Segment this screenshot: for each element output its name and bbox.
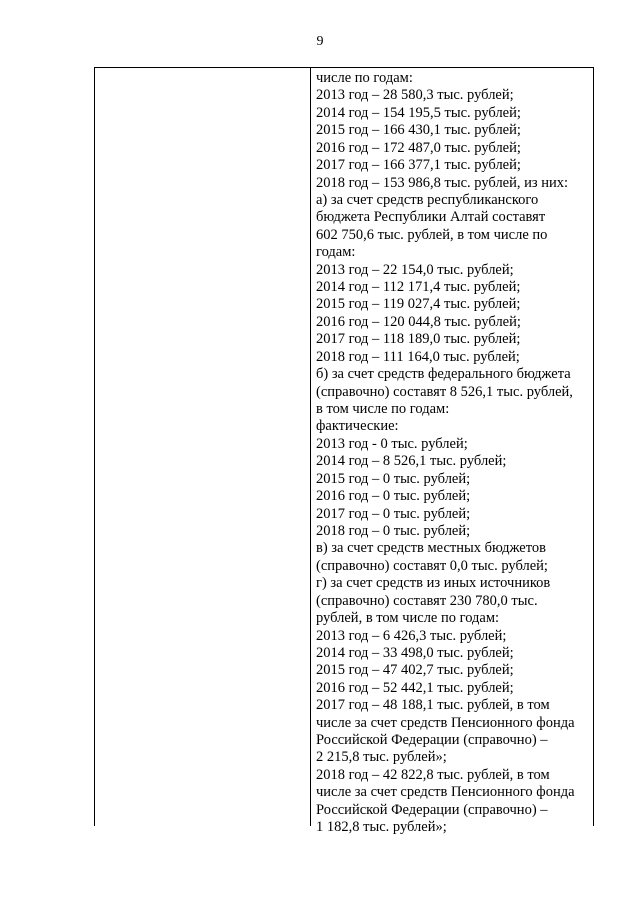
column-divider — [310, 68, 311, 826]
page-number: 9 — [316, 34, 324, 49]
text-line: 2014 год – 154 195,5 тыс. рублей; — [316, 104, 521, 121]
text-line: 2018 год – 111 164,0 тыс. рублей; — [316, 348, 520, 365]
text-line: 2016 год – 172 487,0 тыс. рублей; — [316, 139, 521, 156]
text-line: 2018 год – 153 986,8 тыс. рублей, из них: — [316, 174, 569, 191]
text-line: 2013 год – 6 426,3 тыс. рублей; — [316, 627, 507, 644]
text-line: 2016 год – 52 442,1 тыс. рублей; — [316, 679, 514, 696]
text-line: 602 750,6 тыс. рублей, в том числе по — [316, 226, 548, 243]
text-line: а) за счет средств республиканского — [316, 191, 539, 208]
text-line: 2 215,8 тыс. рублей»; — [316, 749, 447, 766]
text-line: числе за счет средств Пенсионного фонда — [316, 714, 575, 731]
text-line: 2016 год – 0 тыс. рублей; — [316, 488, 471, 505]
right-table-cell — [316, 70, 591, 837]
text-line: числе по годам: — [316, 70, 413, 86]
text-line: 2017 год – 0 тыс. рублей; — [316, 505, 471, 522]
text-line: б) за счет средств федерального бюджета — [316, 366, 571, 383]
text-line: Российской Федерации (справочно) – — [316, 801, 548, 818]
text-line: в том числе по годам: — [316, 401, 450, 418]
text-line: в) за счет средств местных бюджетов — [316, 540, 546, 557]
text-line: 2018 год – 0 тыс. рублей; — [316, 522, 471, 539]
text-line: г) за счет средств из иных источников — [316, 575, 551, 592]
text-line: 2015 год – 47 402,7 тыс. рублей; — [316, 662, 514, 679]
text-line: 2013 год – 28 580,3 тыс. рублей; — [316, 87, 514, 104]
text-line: 2018 год – 42 822,8 тыс. рублей, в том — [316, 766, 550, 783]
text-line: бюджета Республики Алтай составят — [316, 209, 546, 226]
text-line: числе за счет средств Пенсионного фонда — [316, 784, 575, 801]
text-line: 2015 год – 166 430,1 тыс. рублей; — [316, 122, 521, 139]
document-table — [94, 67, 594, 836]
text-line: 2015 год – 119 027,4 тыс. рублей; — [316, 296, 521, 313]
text-line: 1 182,8 тыс. рублей»; — [316, 819, 447, 836]
text-line: 2013 год – 22 154,0 тыс. рублей; — [316, 261, 514, 278]
text-line: 2016 год – 120 044,8 тыс. рублей; — [316, 313, 521, 330]
text-line: 2014 год – 8 526,1 тыс. рублей; — [316, 453, 507, 470]
text-line: 2017 год – 118 189,0 тыс. рублей; — [316, 331, 521, 348]
text-line: Российской Федерации (справочно) – — [316, 732, 548, 749]
text-line: 2015 год – 0 тыс. рублей; — [316, 470, 471, 487]
text-line: годам: — [316, 244, 356, 261]
text-line: фактические: — [316, 418, 399, 435]
text-line: (справочно) составят 230 780,0 тыс. — [316, 592, 538, 609]
text-line: 2014 год – 33 498,0 тыс. рублей; — [316, 644, 514, 661]
text-line: (справочно) составят 8 526,1 тыс. рублей, — [316, 383, 573, 400]
text-line: 2013 год - 0 тыс. рублей; — [316, 435, 468, 452]
text-line: 2014 год – 112 171,4 тыс. рублей; — [316, 279, 521, 296]
text-line: 2017 год – 166 377,1 тыс. рублей; — [316, 157, 521, 174]
text-line: 2017 год – 48 188,1 тыс. рублей, в том — [316, 697, 550, 714]
text-line: рублей, в том числе по годам: — [316, 610, 500, 627]
text-line: (справочно) составят 0,0 тыс. рублей; — [316, 557, 548, 574]
